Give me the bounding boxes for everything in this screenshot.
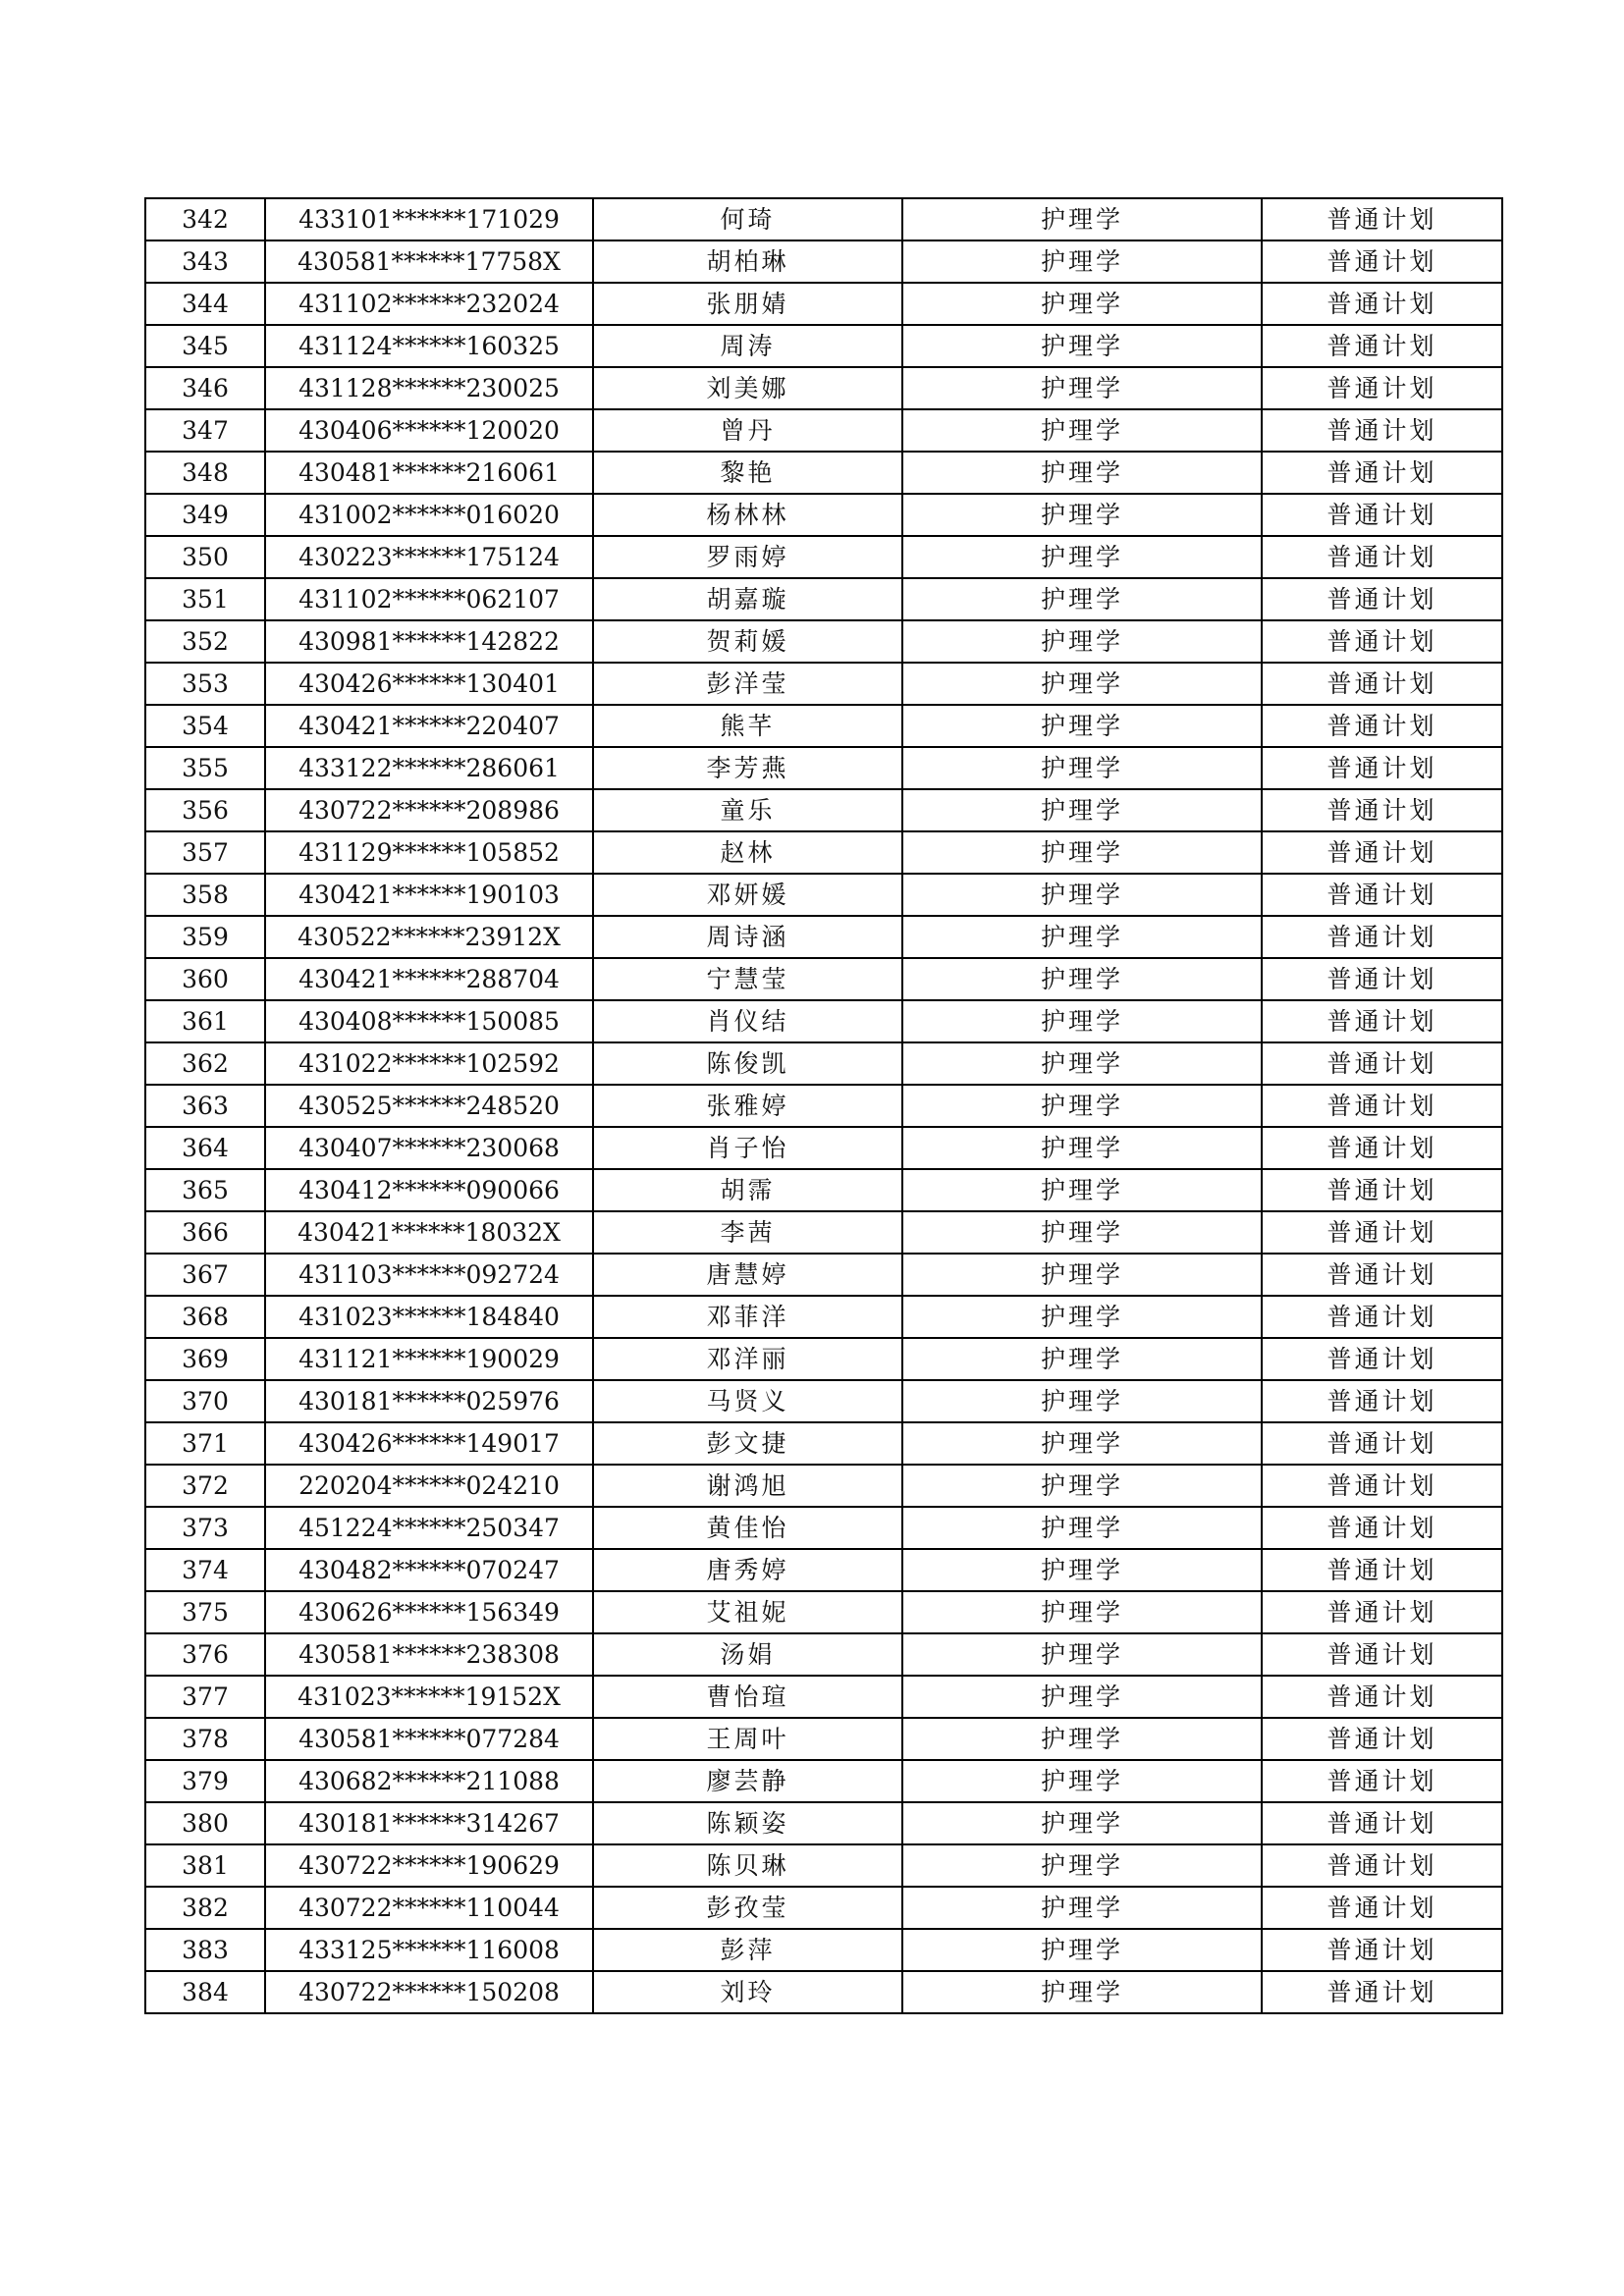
table-row bbox=[145, 874, 1502, 916]
id-number-cell: 220204******024210 bbox=[265, 1465, 593, 1507]
table-row bbox=[145, 409, 1502, 452]
major-cell: 护理学 bbox=[902, 1169, 1262, 1211]
row-number-cell: 379 bbox=[145, 1760, 265, 1802]
row-number-cell: 372 bbox=[145, 1465, 265, 1507]
student-name-cell: 胡柏琳 bbox=[593, 240, 902, 283]
admission-plan-cell: 普通计划 bbox=[1262, 1085, 1502, 1127]
major-cell: 护理学 bbox=[902, 1802, 1262, 1844]
major-cell: 护理学 bbox=[902, 1042, 1262, 1085]
admission-plan-cell: 普通计划 bbox=[1262, 1591, 1502, 1633]
row-number-cell: 352 bbox=[145, 620, 265, 663]
student-name-cell: 陈颖姿 bbox=[593, 1802, 902, 1844]
row-number-cell: 384 bbox=[145, 1971, 265, 2013]
admission-plan-cell: 普通计划 bbox=[1262, 1929, 1502, 1971]
row-number-cell: 344 bbox=[145, 283, 265, 325]
student-name-cell: 何琦 bbox=[593, 198, 902, 240]
student-name-cell: 曾丹 bbox=[593, 409, 902, 452]
admission-plan-cell: 普通计划 bbox=[1262, 1380, 1502, 1422]
student-name-cell: 彭孜莹 bbox=[593, 1887, 902, 1929]
student-name-cell: 童乐 bbox=[593, 789, 902, 831]
student-name-cell: 刘玲 bbox=[593, 1971, 902, 2013]
student-name-cell: 张雅婷 bbox=[593, 1085, 902, 1127]
student-name-cell: 宁慧莹 bbox=[593, 958, 902, 1000]
student-name-cell: 周诗涵 bbox=[593, 916, 902, 958]
admission-plan-cell: 普通计划 bbox=[1262, 240, 1502, 283]
major-cell: 护理学 bbox=[902, 1929, 1262, 1971]
major-cell: 护理学 bbox=[902, 620, 1262, 663]
student-name-cell: 邓菲洋 bbox=[593, 1296, 902, 1338]
table-row bbox=[145, 1465, 1502, 1507]
row-number-cell: 380 bbox=[145, 1802, 265, 1844]
major-cell: 护理学 bbox=[902, 1971, 1262, 2013]
id-number-cell: 430722******208986 bbox=[265, 789, 593, 831]
student-name-cell: 王周叶 bbox=[593, 1718, 902, 1760]
table-row bbox=[145, 1042, 1502, 1085]
table-row bbox=[145, 494, 1502, 536]
id-number-cell: 430181******314267 bbox=[265, 1802, 593, 1844]
admission-plan-cell: 普通计划 bbox=[1262, 1633, 1502, 1676]
table-row bbox=[145, 1254, 1502, 1296]
major-cell: 护理学 bbox=[902, 1085, 1262, 1127]
id-number-cell: 430626******156349 bbox=[265, 1591, 593, 1633]
student-name-cell: 黄佳怡 bbox=[593, 1507, 902, 1549]
student-name-cell: 赵林 bbox=[593, 831, 902, 874]
student-name-cell: 黎艳 bbox=[593, 452, 902, 494]
admission-plan-cell: 普通计划 bbox=[1262, 874, 1502, 916]
table-row bbox=[145, 325, 1502, 367]
row-number-cell: 350 bbox=[145, 536, 265, 578]
table-row bbox=[145, 1591, 1502, 1633]
table-row bbox=[145, 536, 1502, 578]
table-row bbox=[145, 1422, 1502, 1465]
student-name-cell: 李芳燕 bbox=[593, 747, 902, 789]
id-number-cell: 431124******160325 bbox=[265, 325, 593, 367]
row-number-cell: 354 bbox=[145, 705, 265, 747]
id-number-cell: 430421******220407 bbox=[265, 705, 593, 747]
student-name-cell: 罗雨婷 bbox=[593, 536, 902, 578]
row-number-cell: 342 bbox=[145, 198, 265, 240]
table-row bbox=[145, 620, 1502, 663]
student-name-cell: 张朋婧 bbox=[593, 283, 902, 325]
major-cell: 护理学 bbox=[902, 831, 1262, 874]
id-number-cell: 431128******230025 bbox=[265, 367, 593, 409]
id-number-cell: 430525******248520 bbox=[265, 1085, 593, 1127]
admission-plan-cell: 普通计划 bbox=[1262, 1042, 1502, 1085]
roster-table-body bbox=[145, 198, 1502, 2013]
admission-plan-cell: 普通计划 bbox=[1262, 789, 1502, 831]
major-cell: 护理学 bbox=[902, 198, 1262, 240]
admission-plan-cell: 普通计划 bbox=[1262, 1127, 1502, 1169]
admission-plan-cell: 普通计划 bbox=[1262, 1211, 1502, 1254]
id-number-cell: 431102******062107 bbox=[265, 578, 593, 620]
major-cell: 护理学 bbox=[902, 1465, 1262, 1507]
admission-plan-cell: 普通计划 bbox=[1262, 831, 1502, 874]
admission-plan-cell: 普通计划 bbox=[1262, 198, 1502, 240]
major-cell: 护理学 bbox=[902, 1760, 1262, 1802]
table-row bbox=[145, 1633, 1502, 1676]
row-number-cell: 343 bbox=[145, 240, 265, 283]
major-cell: 护理学 bbox=[902, 1887, 1262, 1929]
id-number-cell: 430722******150208 bbox=[265, 1971, 593, 2013]
id-number-cell: 430981******142822 bbox=[265, 620, 593, 663]
major-cell: 护理学 bbox=[902, 1296, 1262, 1338]
admission-plan-cell: 普通计划 bbox=[1262, 494, 1502, 536]
table-row bbox=[145, 916, 1502, 958]
table-row bbox=[145, 578, 1502, 620]
table-row bbox=[145, 705, 1502, 747]
row-number-cell: 347 bbox=[145, 409, 265, 452]
student-name-cell: 肖子怡 bbox=[593, 1127, 902, 1169]
id-number-cell: 430722******190629 bbox=[265, 1844, 593, 1887]
id-number-cell: 430408******150085 bbox=[265, 1000, 593, 1042]
row-number-cell: 356 bbox=[145, 789, 265, 831]
student-name-cell: 贺莉媛 bbox=[593, 620, 902, 663]
row-number-cell: 376 bbox=[145, 1633, 265, 1676]
admission-plan-cell: 普通计划 bbox=[1262, 536, 1502, 578]
id-number-cell: 430481******216061 bbox=[265, 452, 593, 494]
student-name-cell: 杨林林 bbox=[593, 494, 902, 536]
major-cell: 护理学 bbox=[902, 1633, 1262, 1676]
student-name-cell: 胡霈 bbox=[593, 1169, 902, 1211]
admission-plan-cell: 普通计划 bbox=[1262, 916, 1502, 958]
admission-plan-cell: 普通计划 bbox=[1262, 620, 1502, 663]
admission-plan-cell: 普通计划 bbox=[1262, 1465, 1502, 1507]
row-number-cell: 357 bbox=[145, 831, 265, 874]
admission-plan-cell: 普通计划 bbox=[1262, 1169, 1502, 1211]
row-number-cell: 355 bbox=[145, 747, 265, 789]
row-number-cell: 378 bbox=[145, 1718, 265, 1760]
student-name-cell: 廖芸静 bbox=[593, 1760, 902, 1802]
id-number-cell: 430581******077284 bbox=[265, 1718, 593, 1760]
id-number-cell: 431103******092724 bbox=[265, 1254, 593, 1296]
table-row bbox=[145, 1887, 1502, 1929]
major-cell: 护理学 bbox=[902, 1422, 1262, 1465]
admission-plan-cell: 普通计划 bbox=[1262, 1718, 1502, 1760]
major-cell: 护理学 bbox=[902, 536, 1262, 578]
id-number-cell: 431129******105852 bbox=[265, 831, 593, 874]
major-cell: 护理学 bbox=[902, 663, 1262, 705]
id-number-cell: 431023******19152X bbox=[265, 1676, 593, 1718]
row-number-cell: 361 bbox=[145, 1000, 265, 1042]
id-number-cell: 430421******18032X bbox=[265, 1211, 593, 1254]
student-name-cell: 陈俊凯 bbox=[593, 1042, 902, 1085]
id-number-cell: 430682******211088 bbox=[265, 1760, 593, 1802]
row-number-cell: 349 bbox=[145, 494, 265, 536]
admission-plan-cell: 普通计划 bbox=[1262, 325, 1502, 367]
major-cell: 护理学 bbox=[902, 958, 1262, 1000]
major-cell: 护理学 bbox=[902, 578, 1262, 620]
table-row bbox=[145, 831, 1502, 874]
admission-plan-cell: 普通计划 bbox=[1262, 1000, 1502, 1042]
table-row bbox=[145, 1296, 1502, 1338]
student-name-cell: 陈贝琳 bbox=[593, 1844, 902, 1887]
admission-plan-cell: 普通计划 bbox=[1262, 705, 1502, 747]
row-number-cell: 364 bbox=[145, 1127, 265, 1169]
student-name-cell: 肖仪结 bbox=[593, 1000, 902, 1042]
admission-plan-cell: 普通计划 bbox=[1262, 1676, 1502, 1718]
id-number-cell: 430406******120020 bbox=[265, 409, 593, 452]
admission-plan-cell: 普通计划 bbox=[1262, 747, 1502, 789]
student-name-cell: 彭文捷 bbox=[593, 1422, 902, 1465]
id-number-cell: 430412******090066 bbox=[265, 1169, 593, 1211]
major-cell: 护理学 bbox=[902, 494, 1262, 536]
row-number-cell: 367 bbox=[145, 1254, 265, 1296]
row-number-cell: 373 bbox=[145, 1507, 265, 1549]
admission-plan-cell: 普通计划 bbox=[1262, 1971, 1502, 2013]
major-cell: 护理学 bbox=[902, 240, 1262, 283]
major-cell: 护理学 bbox=[902, 916, 1262, 958]
admission-plan-cell: 普通计划 bbox=[1262, 1338, 1502, 1380]
row-number-cell: 382 bbox=[145, 1887, 265, 1929]
id-number-cell: 430407******230068 bbox=[265, 1127, 593, 1169]
admission-plan-cell: 普通计划 bbox=[1262, 958, 1502, 1000]
student-name-cell: 艾祖妮 bbox=[593, 1591, 902, 1633]
row-number-cell: 345 bbox=[145, 325, 265, 367]
student-name-cell: 邓妍媛 bbox=[593, 874, 902, 916]
major-cell: 护理学 bbox=[902, 1591, 1262, 1633]
major-cell: 护理学 bbox=[902, 1549, 1262, 1591]
row-number-cell: 363 bbox=[145, 1085, 265, 1127]
major-cell: 护理学 bbox=[902, 705, 1262, 747]
table-row bbox=[145, 1507, 1502, 1549]
row-number-cell: 375 bbox=[145, 1591, 265, 1633]
major-cell: 护理学 bbox=[902, 1718, 1262, 1760]
id-number-cell: 431022******102592 bbox=[265, 1042, 593, 1085]
table-row bbox=[145, 1549, 1502, 1591]
admission-plan-cell: 普通计划 bbox=[1262, 1296, 1502, 1338]
major-cell: 护理学 bbox=[902, 1127, 1262, 1169]
admission-plan-cell: 普通计划 bbox=[1262, 1254, 1502, 1296]
major-cell: 护理学 bbox=[902, 1676, 1262, 1718]
id-number-cell: 430581******17758X bbox=[265, 240, 593, 283]
major-cell: 护理学 bbox=[902, 1338, 1262, 1380]
row-number-cell: 351 bbox=[145, 578, 265, 620]
id-number-cell: 430482******070247 bbox=[265, 1549, 593, 1591]
row-number-cell: 366 bbox=[145, 1211, 265, 1254]
admission-plan-cell: 普通计划 bbox=[1262, 578, 1502, 620]
table-row bbox=[145, 283, 1502, 325]
row-number-cell: 360 bbox=[145, 958, 265, 1000]
student-name-cell: 马贤义 bbox=[593, 1380, 902, 1422]
student-name-cell: 汤娟 bbox=[593, 1633, 902, 1676]
table-row bbox=[145, 789, 1502, 831]
student-name-cell: 唐慧婷 bbox=[593, 1254, 902, 1296]
table-row bbox=[145, 1718, 1502, 1760]
table-row bbox=[145, 1760, 1502, 1802]
row-number-cell: 383 bbox=[145, 1929, 265, 1971]
table-row bbox=[145, 1929, 1502, 1971]
table-row bbox=[145, 1127, 1502, 1169]
row-number-cell: 381 bbox=[145, 1844, 265, 1887]
row-number-cell: 370 bbox=[145, 1380, 265, 1422]
major-cell: 护理学 bbox=[902, 747, 1262, 789]
table-row bbox=[145, 747, 1502, 789]
admission-plan-cell: 普通计划 bbox=[1262, 409, 1502, 452]
student-name-cell: 刘美娜 bbox=[593, 367, 902, 409]
admission-plan-cell: 普通计划 bbox=[1262, 1844, 1502, 1887]
admission-plan-cell: 普通计划 bbox=[1262, 452, 1502, 494]
major-cell: 护理学 bbox=[902, 789, 1262, 831]
major-cell: 护理学 bbox=[902, 283, 1262, 325]
id-number-cell: 430522******23912X bbox=[265, 916, 593, 958]
major-cell: 护理学 bbox=[902, 1254, 1262, 1296]
admission-roster-table bbox=[144, 197, 1503, 2014]
major-cell: 护理学 bbox=[902, 367, 1262, 409]
student-name-cell: 胡嘉璇 bbox=[593, 578, 902, 620]
table-row bbox=[145, 367, 1502, 409]
id-number-cell: 430421******190103 bbox=[265, 874, 593, 916]
id-number-cell: 433125******116008 bbox=[265, 1929, 593, 1971]
row-number-cell: 362 bbox=[145, 1042, 265, 1085]
student-name-cell: 熊芊 bbox=[593, 705, 902, 747]
id-number-cell: 431023******184840 bbox=[265, 1296, 593, 1338]
id-number-cell: 451224******250347 bbox=[265, 1507, 593, 1549]
major-cell: 护理学 bbox=[902, 409, 1262, 452]
student-name-cell: 彭洋莹 bbox=[593, 663, 902, 705]
table-row bbox=[145, 1169, 1502, 1211]
table-row bbox=[145, 1338, 1502, 1380]
id-number-cell: 433101******171029 bbox=[265, 198, 593, 240]
table-row bbox=[145, 1380, 1502, 1422]
id-number-cell: 430722******110044 bbox=[265, 1887, 593, 1929]
row-number-cell: 346 bbox=[145, 367, 265, 409]
student-name-cell: 曹怡瑄 bbox=[593, 1676, 902, 1718]
row-number-cell: 353 bbox=[145, 663, 265, 705]
id-number-cell: 430581******238308 bbox=[265, 1633, 593, 1676]
admission-plan-cell: 普通计划 bbox=[1262, 1802, 1502, 1844]
row-number-cell: 369 bbox=[145, 1338, 265, 1380]
table-row bbox=[145, 1844, 1502, 1887]
row-number-cell: 359 bbox=[145, 916, 265, 958]
major-cell: 护理学 bbox=[902, 1211, 1262, 1254]
table-row bbox=[145, 240, 1502, 283]
major-cell: 护理学 bbox=[902, 1507, 1262, 1549]
student-name-cell: 李茜 bbox=[593, 1211, 902, 1254]
major-cell: 护理学 bbox=[902, 452, 1262, 494]
student-name-cell: 周涛 bbox=[593, 325, 902, 367]
admission-plan-cell: 普通计划 bbox=[1262, 1422, 1502, 1465]
table-row bbox=[145, 452, 1502, 494]
row-number-cell: 365 bbox=[145, 1169, 265, 1211]
id-number-cell: 430181******025976 bbox=[265, 1380, 593, 1422]
table-row bbox=[145, 663, 1502, 705]
id-number-cell: 433122******286061 bbox=[265, 747, 593, 789]
table-row bbox=[145, 198, 1502, 240]
row-number-cell: 371 bbox=[145, 1422, 265, 1465]
admission-plan-cell: 普通计划 bbox=[1262, 283, 1502, 325]
admission-plan-cell: 普通计划 bbox=[1262, 1887, 1502, 1929]
student-name-cell: 唐秀婷 bbox=[593, 1549, 902, 1591]
row-number-cell: 374 bbox=[145, 1549, 265, 1591]
row-number-cell: 358 bbox=[145, 874, 265, 916]
table-row bbox=[145, 1000, 1502, 1042]
table-row bbox=[145, 1971, 1502, 2013]
row-number-cell: 377 bbox=[145, 1676, 265, 1718]
table-row bbox=[145, 1676, 1502, 1718]
student-name-cell: 谢鸿旭 bbox=[593, 1465, 902, 1507]
row-number-cell: 368 bbox=[145, 1296, 265, 1338]
row-number-cell: 348 bbox=[145, 452, 265, 494]
table-row bbox=[145, 1211, 1502, 1254]
admission-plan-cell: 普通计划 bbox=[1262, 1549, 1502, 1591]
id-number-cell: 430426******149017 bbox=[265, 1422, 593, 1465]
table-row bbox=[145, 1085, 1502, 1127]
id-number-cell: 430426******130401 bbox=[265, 663, 593, 705]
major-cell: 护理学 bbox=[902, 325, 1262, 367]
id-number-cell: 430421******288704 bbox=[265, 958, 593, 1000]
admission-plan-cell: 普通计划 bbox=[1262, 1760, 1502, 1802]
student-name-cell: 彭萍 bbox=[593, 1929, 902, 1971]
admission-plan-cell: 普通计划 bbox=[1262, 1507, 1502, 1549]
admission-plan-cell: 普通计划 bbox=[1262, 367, 1502, 409]
id-number-cell: 431002******016020 bbox=[265, 494, 593, 536]
major-cell: 护理学 bbox=[902, 1000, 1262, 1042]
major-cell: 护理学 bbox=[902, 874, 1262, 916]
student-name-cell: 邓洋丽 bbox=[593, 1338, 902, 1380]
major-cell: 护理学 bbox=[902, 1380, 1262, 1422]
major-cell: 护理学 bbox=[902, 1844, 1262, 1887]
id-number-cell: 430223******175124 bbox=[265, 536, 593, 578]
admission-plan-cell: 普通计划 bbox=[1262, 663, 1502, 705]
table-row bbox=[145, 1802, 1502, 1844]
table-row bbox=[145, 958, 1502, 1000]
id-number-cell: 431121******190029 bbox=[265, 1338, 593, 1380]
id-number-cell: 431102******232024 bbox=[265, 283, 593, 325]
